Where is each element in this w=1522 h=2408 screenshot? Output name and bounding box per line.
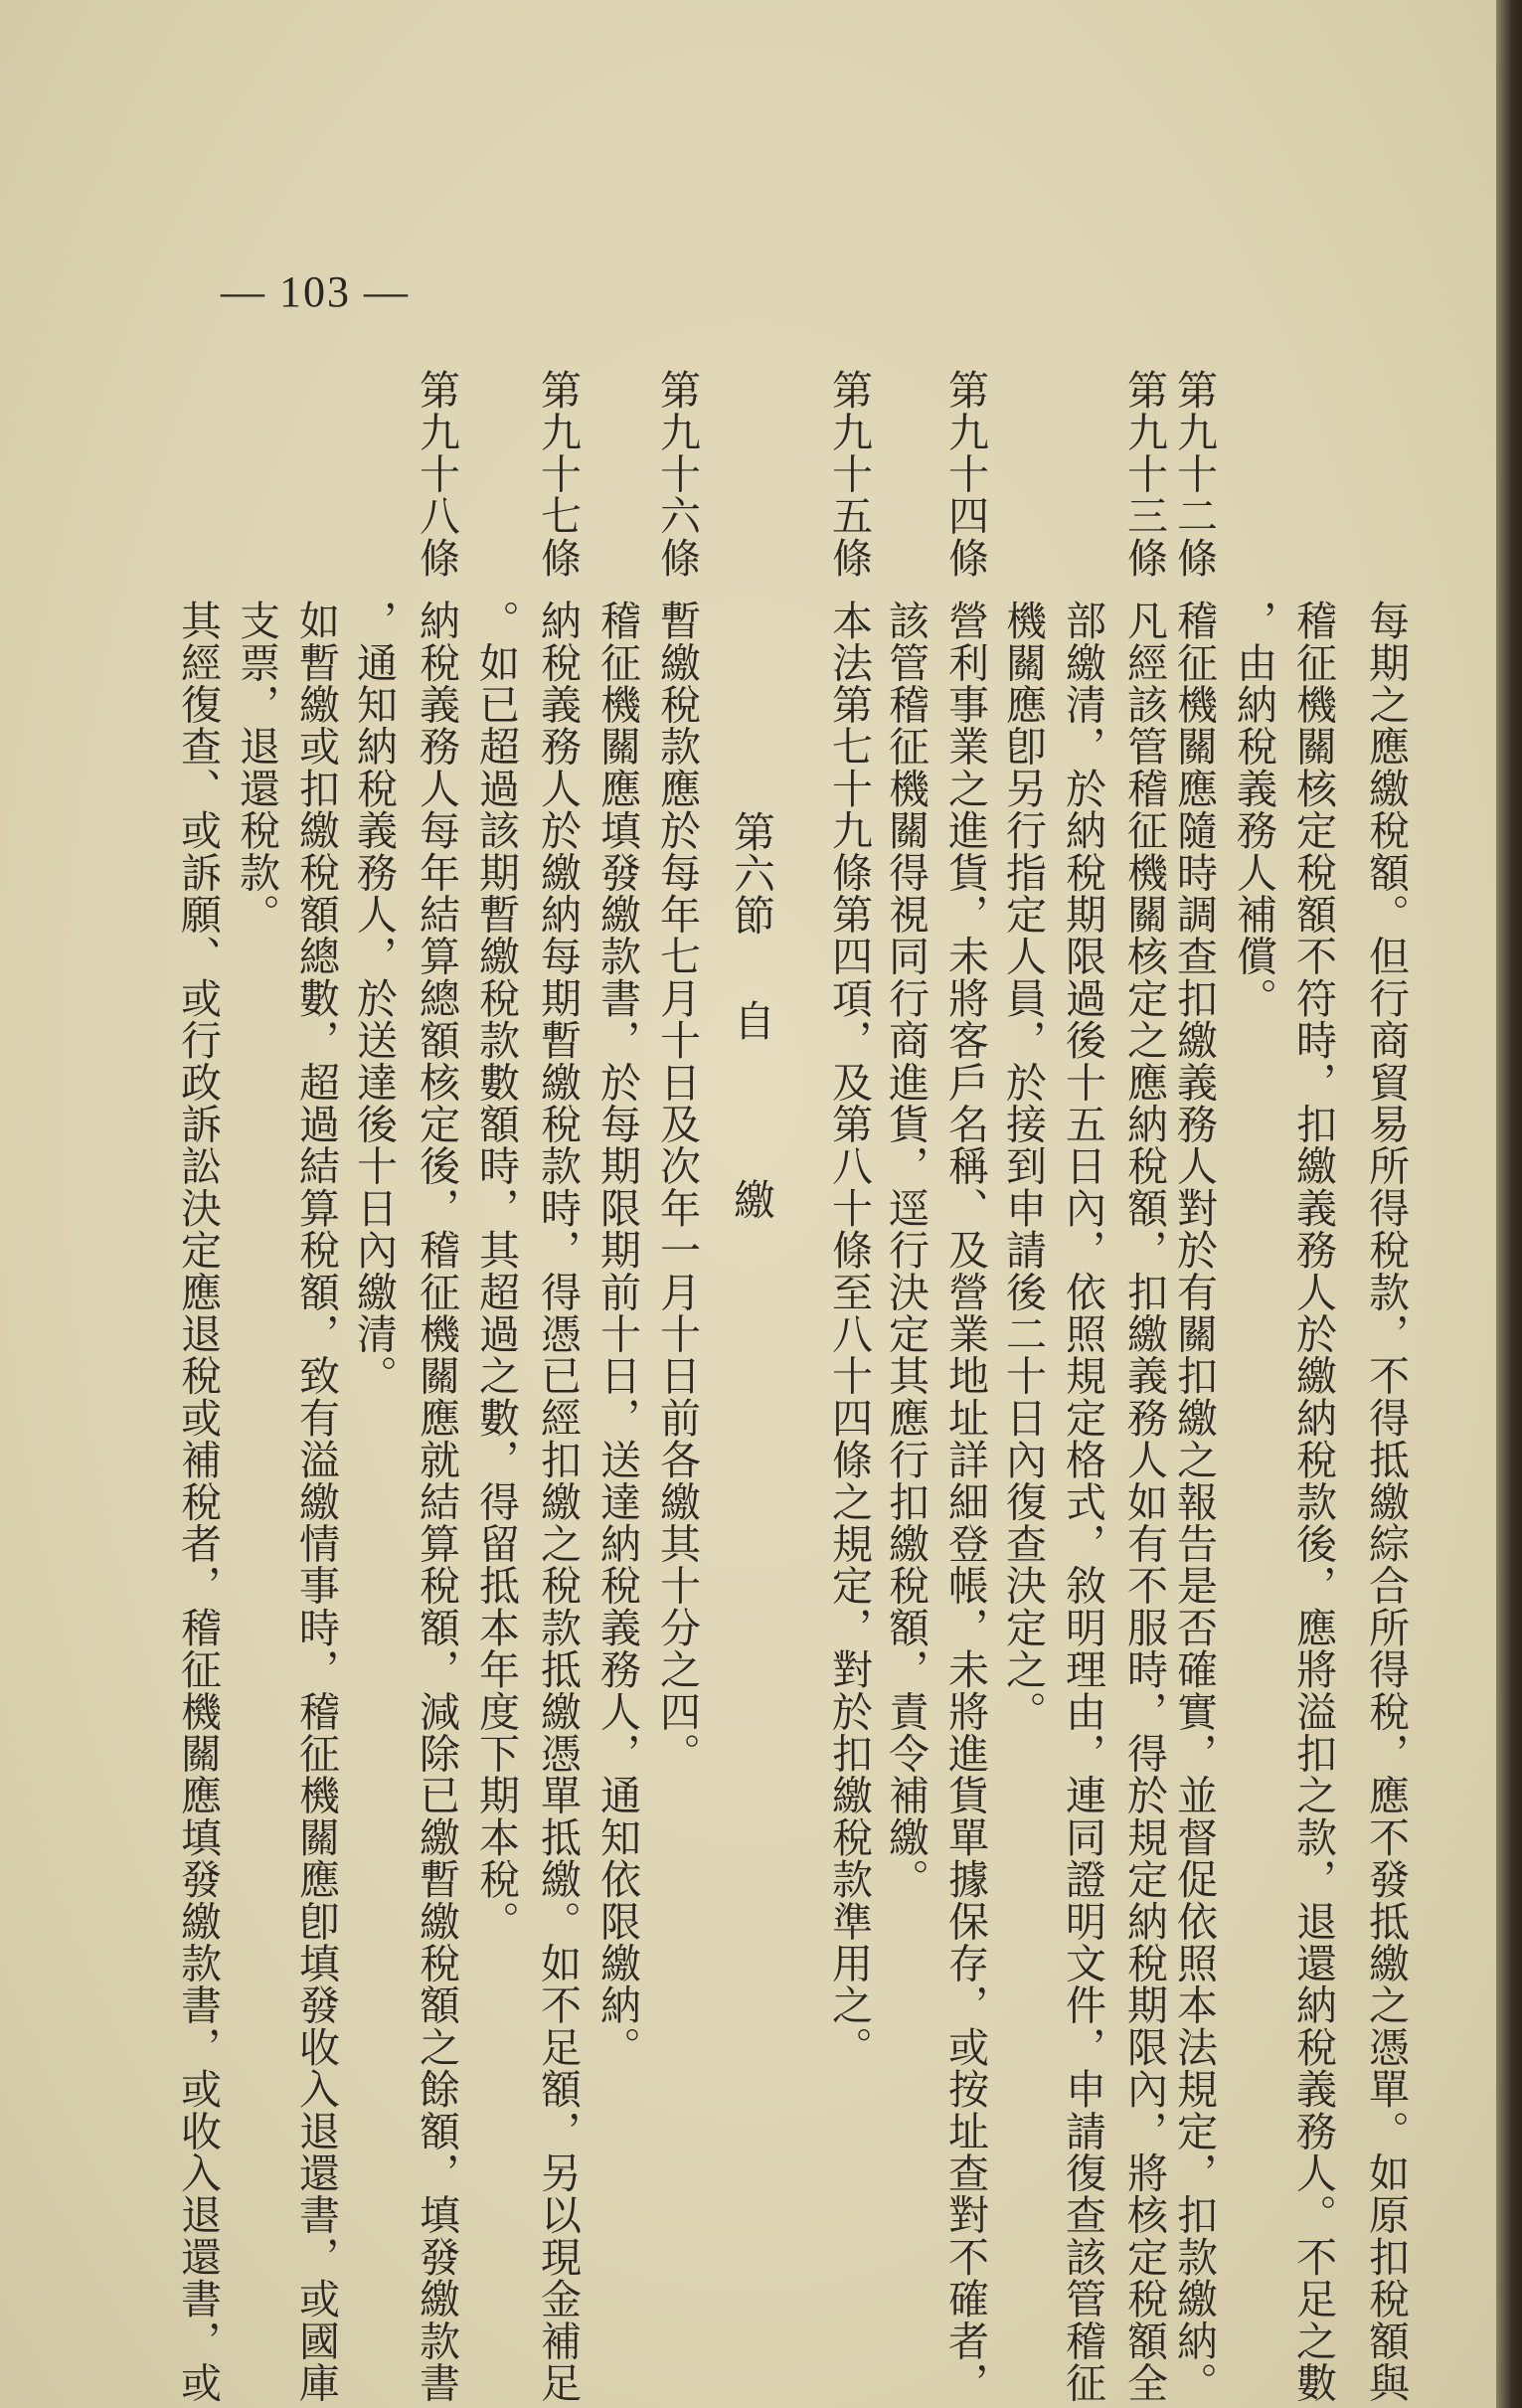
article-label: 第九十四條 bbox=[941, 369, 989, 579]
article-text: 納稅義務人每年結算總額核定後，稽征機關應就結算稅額，減除已繳暫繳稅額之餘額，填發繳款書 bbox=[413, 600, 460, 2404]
article-text: 本法第七十九條第四項，及第八十條至八十四條之規定，對於扣繳稅款準用之。 bbox=[825, 600, 873, 2068]
article-label: 第九十五條 bbox=[825, 369, 873, 579]
section-title-char: 自 bbox=[728, 999, 776, 1041]
article-label: 第九十二條 bbox=[1170, 369, 1218, 579]
article-text: 暫繳稅款應於每年七月十日及次年一月十日前各繳其十分之四。 bbox=[653, 600, 701, 1775]
article-text: 營利事業之進貨，未將客戶名稱、及營業地址詳細登帳，未將進貨單據保存，或按址查對不確者， bbox=[941, 600, 989, 2404]
article-text: 。如已超過該期暫繳稅款數額時，其超過之數，得留抵本年度下期本稅。 bbox=[472, 600, 520, 1943]
article-text: 部繳清，於納稅期限過後十五日內，依照規定格式，敘明理由，連同證明文件，申請復查該管稽征 bbox=[1059, 600, 1106, 2404]
book-spine-shadow bbox=[1496, 0, 1522, 2408]
article-text: 機關應卽另行指定人員，於接到申請後二十日內復查決定之。 bbox=[999, 600, 1047, 1733]
page-number: — 103 — bbox=[221, 267, 410, 316]
article-text: 稽征機關應填發繳款書，於每期限期前十日，送達納稅義務人，通知依限繳納。 bbox=[593, 600, 641, 2068]
article-label: 第九十七條 bbox=[534, 369, 582, 579]
text-column: 稽征機關核定稅額不符時，扣繳義務人於繳納稅款後，應將溢扣之款，退還納稅義務人。不足之數 bbox=[1289, 600, 1337, 2404]
article-text: ，通知納稅義務人，於送達後十日內繳清。 bbox=[350, 600, 398, 1397]
article-label: 第九十八條 bbox=[413, 369, 460, 579]
article-text: 凡經該管稽征機關核定之應納稅額，扣繳義務人如有不服時，得於規定納稅期限內，將核定稅額全 bbox=[1120, 600, 1168, 2404]
article-text: 稽征機關應隨時調查扣繳義務人對於有關扣繳之報告是否確實，並督促依照本法規定，扣款繳納。 bbox=[1170, 600, 1218, 2404]
article-label: 第九十三條 bbox=[1120, 369, 1168, 579]
article-text: 該管稽征機關得視同行商進貨，逕行決定其應行扣繳稅額，責令補繳。 bbox=[882, 600, 930, 1901]
article-text: 納稅義務人於繳納每期暫繳稅款時，得憑已經扣繳之稅款抵繳憑單抵繳。如不足額，另以現金補足 bbox=[534, 600, 582, 2404]
section-title-char: 繳 bbox=[728, 1178, 776, 1220]
section-number: 第六節 bbox=[728, 810, 776, 936]
text-column: ，由納稅義務人補償。 bbox=[1230, 600, 1277, 1019]
article-label: 第九十六條 bbox=[653, 369, 701, 579]
article-text: 如暫繳或扣繳稅額總數，超過結算稅額，致有溢繳情事時，稽征機關應卽填發收入退還書，或國庫 bbox=[292, 600, 340, 2404]
article-text: 其經復查、或訴願、或行政訴訟決定應退稅或補稅者，稽征機關應填發繳款書，或收入退還書，或 bbox=[174, 600, 222, 2404]
text-column: 每期之應繳稅額。但行商貿易所得稅款，不得抵繳綜合所得稅，應不發抵繳之憑單。如原扣稅額與 bbox=[1362, 600, 1410, 2404]
article-text: 支票，退還稅款。 bbox=[233, 600, 280, 936]
